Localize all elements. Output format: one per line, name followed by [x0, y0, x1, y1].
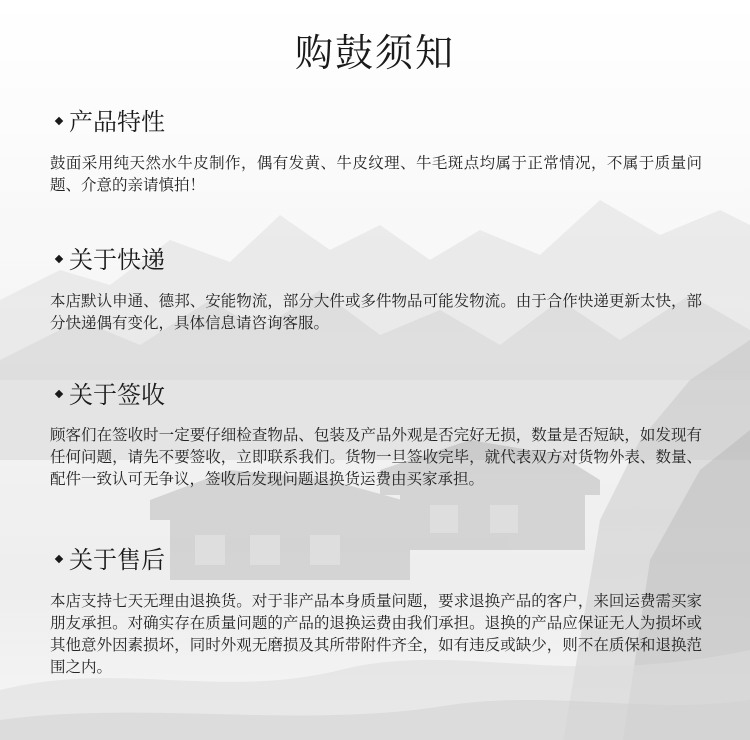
- section-body-product-features: 鼓面采用纯天然水牛皮制作，偶有发黄、牛皮纹理、牛毛斑点均属于正常情况，不属于质量问题、介意的亲请慎拍！: [50, 154, 702, 194]
- diamond-bullet-icon: [55, 389, 63, 397]
- section-body-receipt: 顾客们在签收时一定要仔细检查物品、包装及产品外观是否完好无损，数量是否短缺，如发现有任何问题，请先不要签收，立即联系我们。货物一旦签收完毕，就代表双方对货物外表、数量、配件一致认可无争议，签收后发现问题退换货运费由买家承担。: [50, 426, 702, 488]
- section-heading-shipping: [56, 240, 165, 275]
- diamond-bullet-icon: [55, 554, 63, 562]
- diamond-bullet-icon: [55, 116, 63, 124]
- diamond-bullet-icon: [55, 254, 63, 262]
- section-heading-label: 关于快递: [69, 246, 165, 274]
- section-heading-label: 关于签收: [69, 381, 165, 409]
- section-heading-receipt: [56, 375, 165, 410]
- section-body-after-sales: 本店支持七天无理由退换货。对于非产品本身质量问题，要求退换产品的客户，来回运费需买家朋友承担。对确实存在质量问题的产品的退换运费由我们承担。退换的产品应保证无人为损坏或其他意外因素损坏，同时外观无磨损及其所带附件齐全，如有违反或缺少，则不在质保和退换范围之内。: [50, 592, 702, 676]
- section-heading-after-sales: [56, 540, 165, 575]
- section-heading-label: 关于售后: [69, 546, 165, 574]
- section-body-shipping: 本店默认申通、德邦、安能物流，部分大件或多件物品可能发物流。由于合作快递更新太快，部分快递偶有变化，具体信息请咨询客服。: [50, 292, 702, 332]
- page-title: 购鼓须知: [294, 31, 455, 75]
- section-heading-label: 产品特性: [69, 108, 165, 136]
- section-heading-product-features: [56, 102, 165, 137]
